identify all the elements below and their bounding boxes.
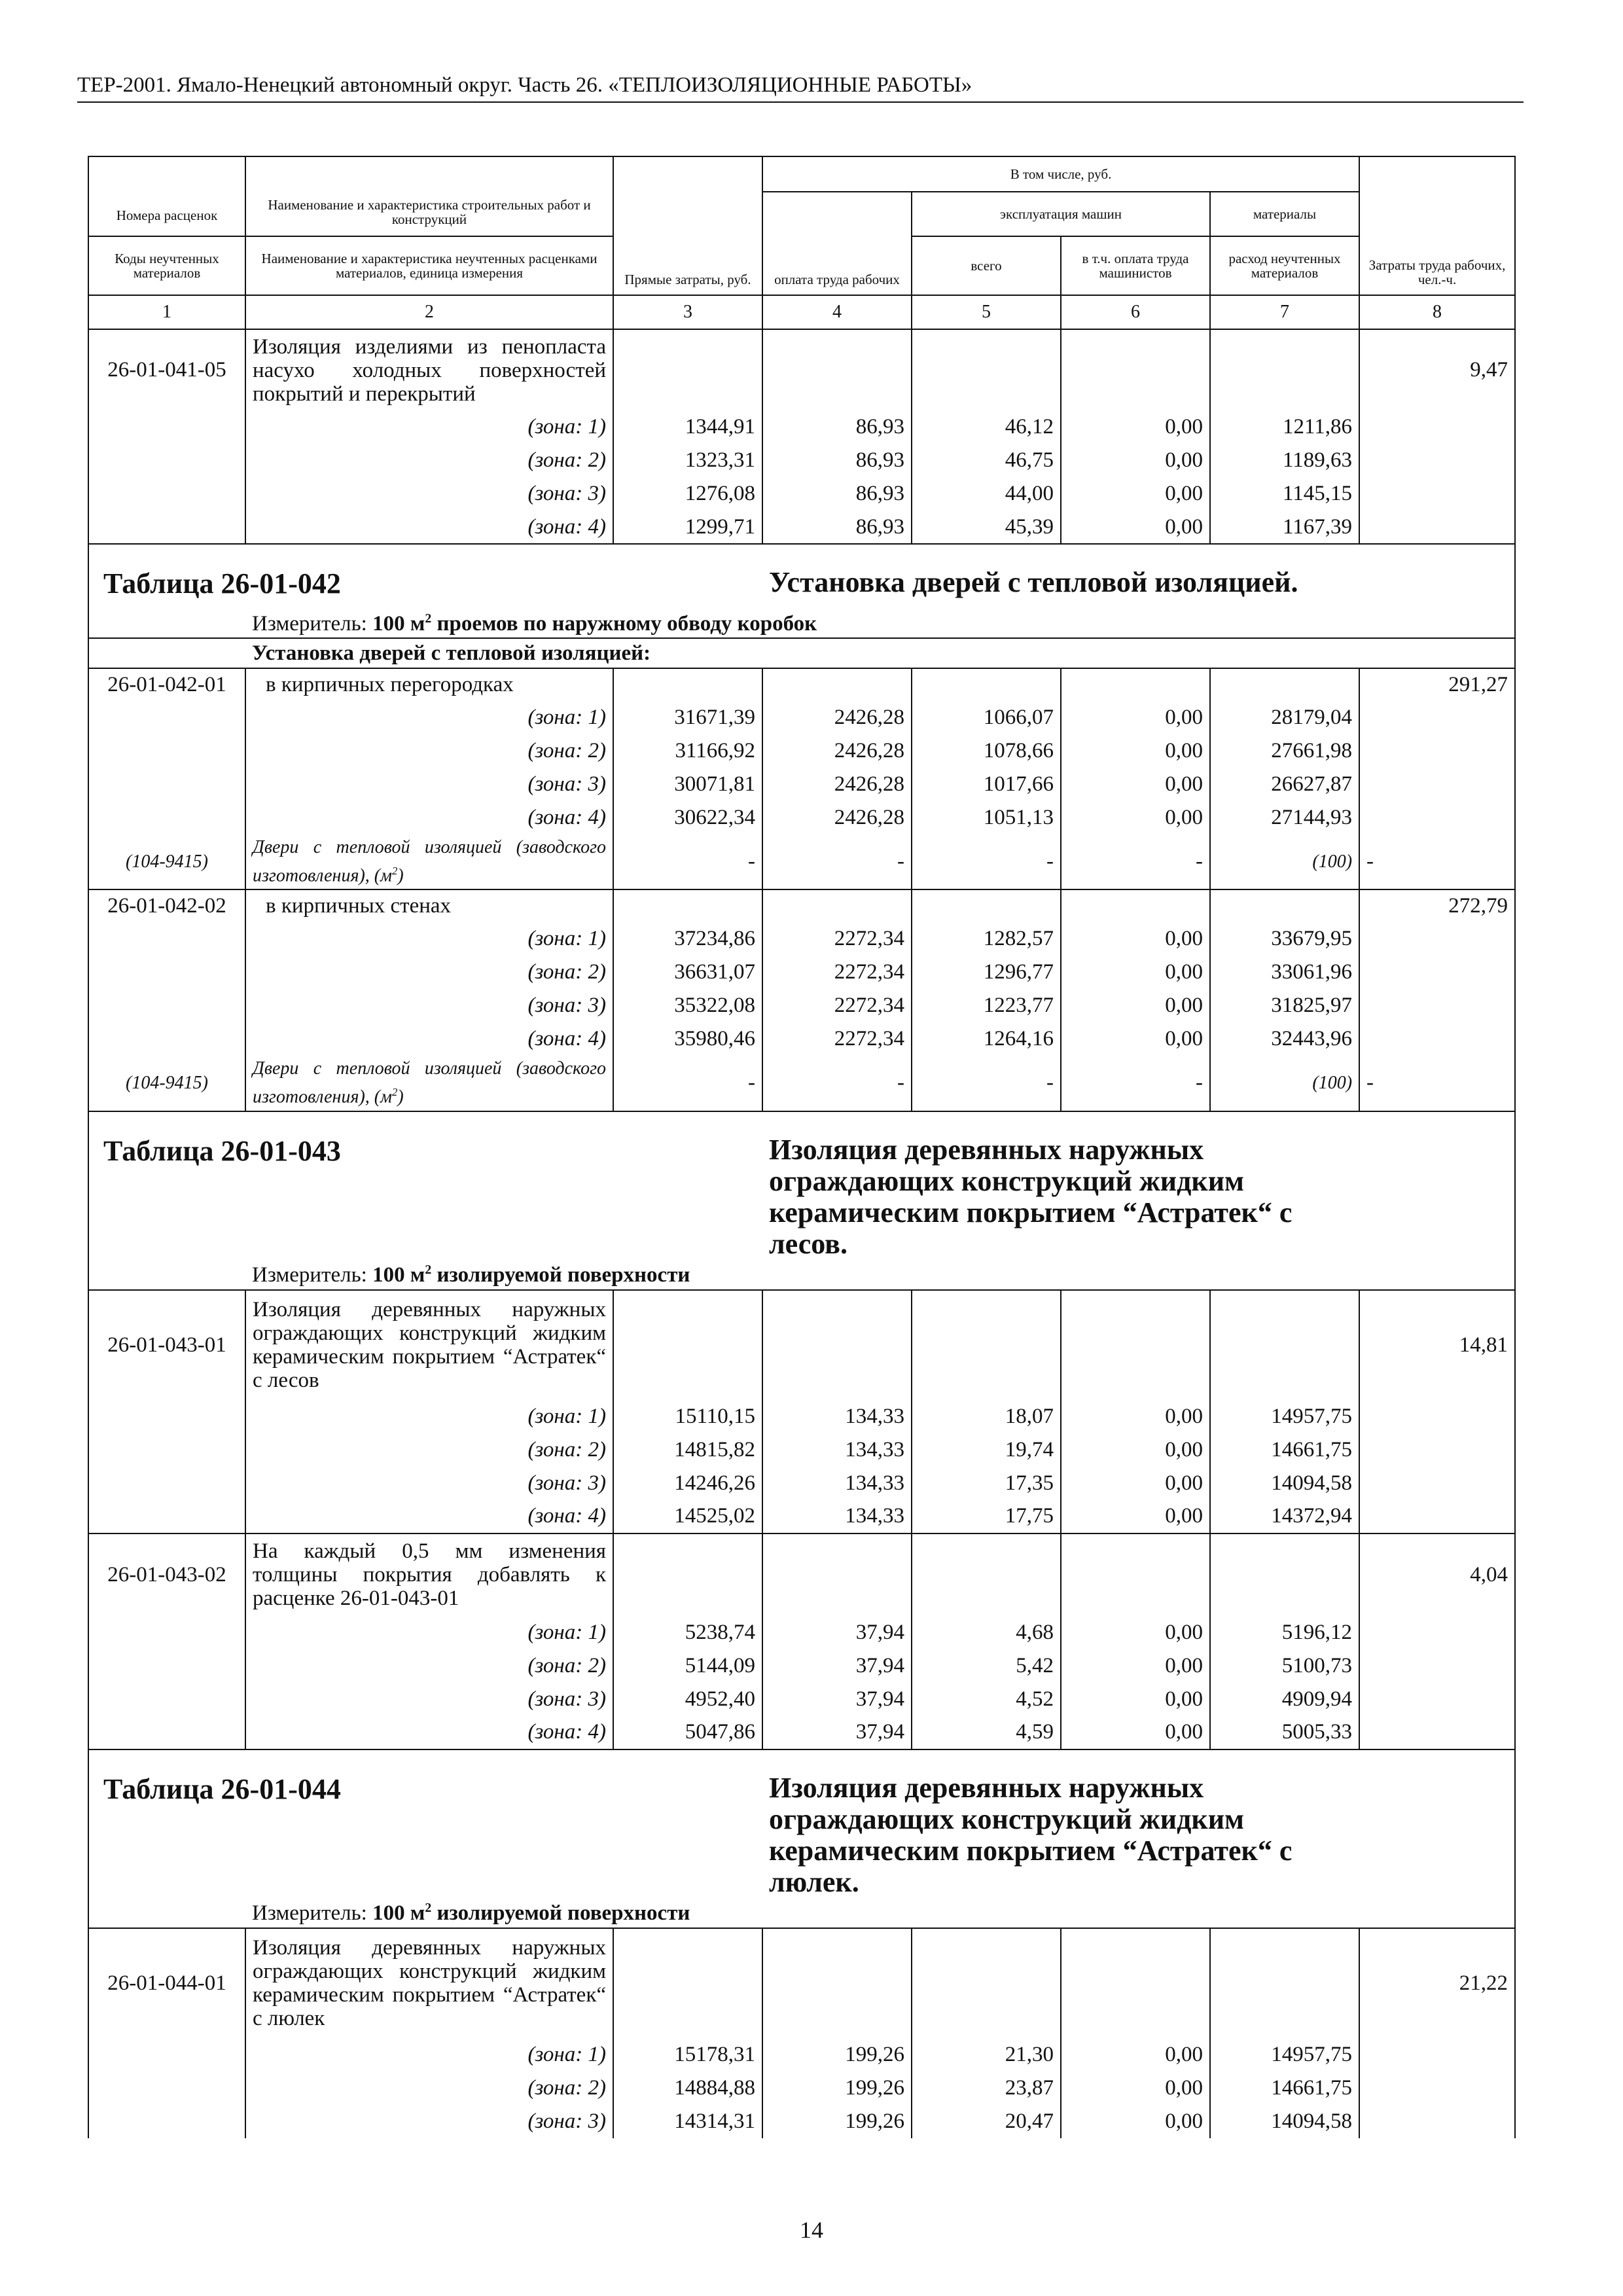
col-naim2: Наименование и характеристика неучтенных расценками материалов, единица измерения [245, 236, 613, 295]
page-header: ТЕР-2001. Ямало-Ненецкий автономный округ. Часть 26. «ТЕПЛОИЗОЛЯЦИОННЫЕ РАБОТЫ» [77, 73, 1524, 103]
cell: 37,94 [762, 1649, 912, 1683]
page-number: 14 [800, 2217, 823, 2243]
col-number: 8 [1359, 295, 1515, 329]
cell: 26627,87 [1210, 768, 1359, 801]
measure-prefix: Измеритель: [252, 1901, 367, 1926]
cell: 14094,58 [1210, 1467, 1359, 1500]
cell: 5100,73 [1210, 1649, 1359, 1683]
cell: 5005,33 [1210, 1716, 1359, 1749]
measure-prefix: Измеритель: [252, 611, 367, 636]
cell: 0,00 [1061, 477, 1210, 511]
rate-code: 26-01-042-02 [88, 889, 245, 922]
cell: 86,93 [762, 511, 912, 544]
zone-label: (зона: 1) [245, 410, 613, 444]
cell: 14094,58 [1210, 2105, 1359, 2138]
col-ekspl: эксплуатация машин [912, 192, 1210, 236]
cell: 1276,08 [613, 477, 762, 511]
cell: 35980,46 [613, 1022, 762, 1056]
rate-name: Изоляция деревянных наружных ограждающих конструкций жидким керамическим покрытием “Астратек“ с люлек [245, 1928, 613, 2038]
rate-name: На каждый 0,5 мм изменения толщины покрытия добавлять к расценке 26-01-043-01 [245, 1534, 613, 1616]
zone-label: (зона: 1) [245, 1400, 613, 1433]
cell: 1167,39 [1210, 511, 1359, 544]
zone-label: (зона: 1) [245, 922, 613, 956]
col-vtch: в т.ч. оплата труда машинистов [1061, 236, 1210, 295]
dash: - [912, 1056, 1061, 1111]
measure-text: проемов по наружному обводу коробок [437, 611, 817, 636]
cell: 0,00 [1061, 801, 1210, 834]
measure-text: изолируемой поверхности [437, 1263, 690, 1287]
measure-unit-sup: 2 [425, 1901, 432, 1916]
cell: 86,93 [762, 444, 912, 477]
zone-label: (зона: 2) [245, 1649, 613, 1683]
material-unit-sup: 2 [391, 1086, 398, 1099]
cell: 14661,75 [1210, 1433, 1359, 1467]
cell: 31671,39 [613, 701, 762, 734]
zone-label: (зона: 2) [245, 956, 613, 989]
cell: 2426,28 [762, 734, 912, 768]
col-number: 4 [762, 295, 912, 329]
cell: 35322,08 [613, 989, 762, 1022]
cell: 1145,15 [1210, 477, 1359, 511]
zone-label: (зона: 4) [245, 1500, 613, 1534]
material-name: Двери с тепловой изоляцией (заводского изготовления), (м [253, 837, 606, 886]
cell: 0,00 [1061, 922, 1210, 956]
col-zatraty: Затраты труда рабочих, чел.-ч. [1359, 156, 1515, 295]
dash: - [1061, 834, 1210, 889]
cell: 5047,86 [613, 1716, 762, 1749]
cell: 1282,57 [912, 922, 1061, 956]
cell: 4,52 [912, 1683, 1061, 1716]
col-number: 6 [1061, 295, 1210, 329]
zone-label: (зона: 3) [245, 768, 613, 801]
cell: 0,00 [1061, 410, 1210, 444]
cell: 134,33 [762, 1500, 912, 1534]
col-rashod: расход неучтенных материалов [1210, 236, 1359, 295]
labor-cost: 272,79 [1359, 889, 1515, 922]
cell: 1299,71 [613, 511, 762, 544]
zone-label: (зона: 3) [245, 989, 613, 1022]
cell: 0,00 [1061, 1500, 1210, 1534]
col-number: 5 [912, 295, 1061, 329]
dash: - [613, 834, 762, 889]
cell: 86,93 [762, 410, 912, 444]
labor-cost: 21,22 [1359, 1928, 1515, 2038]
cell: 0,00 [1061, 1022, 1210, 1056]
cell: 0,00 [1061, 511, 1210, 544]
cell: 46,75 [912, 444, 1061, 477]
cell: 20,47 [912, 2105, 1061, 2138]
col-pryamye: Прямые затраты, руб. [613, 156, 762, 295]
material-code: (104-9415) [88, 1056, 245, 1111]
cell: 1066,07 [912, 701, 1061, 734]
cell: 1323,31 [613, 444, 762, 477]
cell: 0,00 [1061, 956, 1210, 989]
dash: - [762, 834, 912, 889]
cell: 4952,40 [613, 1683, 762, 1716]
rate-code: 26-01-042-01 [88, 668, 245, 701]
material-unit-close: ) [397, 865, 404, 886]
zone-label: (зона: 1) [245, 701, 613, 734]
cell: 37,94 [762, 1716, 912, 1749]
cell: 134,33 [762, 1467, 912, 1500]
measure-unit-sup: 2 [425, 1263, 432, 1278]
cell: 33061,96 [1210, 956, 1359, 989]
cell: 37,94 [762, 1616, 912, 1649]
cell: 0,00 [1061, 2072, 1210, 2105]
cell: 1223,77 [912, 989, 1061, 1022]
cell: 15110,15 [613, 1400, 762, 1433]
cell: 5196,12 [1210, 1616, 1359, 1649]
rate-name: в кирпичных стенах [245, 889, 613, 922]
cell: 0,00 [1061, 1716, 1210, 1749]
material-unit-close: ) [397, 1086, 404, 1107]
cell: 14957,75 [1210, 1400, 1359, 1433]
cell: 1017,66 [912, 768, 1061, 801]
cell: 2272,34 [762, 989, 912, 1022]
col-number: 1 [88, 295, 245, 329]
cell: 2426,28 [762, 701, 912, 734]
cell: 0,00 [1061, 701, 1210, 734]
zone-label: (зона: 4) [245, 1022, 613, 1056]
cell: 37,94 [762, 1683, 912, 1716]
cell: 1051,13 [912, 801, 1061, 834]
material-name: Двери с тепловой изоляцией (заводского изготовления), (м [253, 1058, 606, 1107]
rate-code: 26-01-043-02 [88, 1534, 245, 1616]
col-materialy: материалы [1210, 192, 1359, 236]
cell: 37234,86 [613, 922, 762, 956]
measure-unit: 100 м [372, 1901, 425, 1926]
measure-unit: 100 м [372, 611, 425, 636]
material-qty: (100) [1210, 834, 1359, 889]
cell: 0,00 [1061, 2105, 1210, 2138]
cell: 0,00 [1061, 444, 1210, 477]
cell: 134,33 [762, 1400, 912, 1433]
table-description: Изоляция деревянных наружных ограждающих конструкций жидким керамическим покрытием “Астратек“ с лесов. [762, 1111, 1359, 1261]
material-unit-sup: 2 [391, 865, 398, 877]
zone-label: (зона: 1) [245, 2038, 613, 2072]
rate-code: 26-01-041-05 [88, 329, 245, 410]
col-number: 3 [613, 295, 762, 329]
cell: 0,00 [1061, 1683, 1210, 1716]
cell: 2272,34 [762, 956, 912, 989]
cell: 17,75 [912, 1500, 1061, 1534]
cell: 0,00 [1061, 734, 1210, 768]
col-vsego: всего [912, 236, 1061, 295]
cell: 134,33 [762, 1433, 912, 1467]
dash: - [1061, 1056, 1210, 1111]
cell: 14661,75 [1210, 2072, 1359, 2105]
zone-label: (зона: 4) [245, 801, 613, 834]
cell: 0,00 [1061, 1649, 1210, 1683]
zone-label: (зона: 1) [245, 1616, 613, 1649]
cell: 18,07 [912, 1400, 1061, 1433]
col-number: 2 [245, 295, 613, 329]
labor-cost: 9,47 [1359, 329, 1515, 410]
cell: 2272,34 [762, 922, 912, 956]
cell: 14884,88 [613, 2072, 762, 2105]
measure-prefix: Измеритель: [252, 1263, 367, 1287]
col-v-tom-chisle: В том числе, руб. [762, 156, 1359, 192]
cell: 0,00 [1061, 989, 1210, 1022]
dash: - [1359, 1056, 1515, 1111]
rate-code: 26-01-043-01 [88, 1290, 245, 1400]
cell: 86,93 [762, 477, 912, 511]
rate-name: Изоляция деревянных наружных ограждающих конструкций жидким керамическим покрытием “Астратек“ с лесов [245, 1290, 613, 1400]
cell: 19,74 [912, 1433, 1061, 1467]
zone-label: (зона: 2) [245, 2072, 613, 2105]
cell: 36631,07 [613, 956, 762, 989]
cell: 30071,81 [613, 768, 762, 801]
zone-label: (зона: 2) [245, 734, 613, 768]
cell: 0,00 [1061, 768, 1210, 801]
cell: 4,59 [912, 1716, 1061, 1749]
cell: 5,42 [912, 1649, 1061, 1683]
rate-name: в кирпичных перегородках [245, 668, 613, 701]
zone-label: (зона: 2) [245, 1433, 613, 1467]
zone-label: (зона: 2) [245, 444, 613, 477]
cell: 199,26 [762, 2072, 912, 2105]
cell: 23,87 [912, 2072, 1061, 2105]
cell: 0,00 [1061, 1433, 1210, 1467]
cell: 1344,91 [613, 410, 762, 444]
table-description: Изоляция деревянных наружных ограждающих конструкций жидким керамическим покрытием “Астратек“ с люлек. [762, 1749, 1359, 1899]
cell: 14314,31 [613, 2105, 762, 2138]
cell: 2426,28 [762, 768, 912, 801]
cell: 14957,75 [1210, 2038, 1359, 2072]
col-oplata: оплата труда рабочих [762, 192, 912, 295]
zone-label: (зона: 3) [245, 1467, 613, 1500]
cell: 31166,92 [613, 734, 762, 768]
cell: 2272,34 [762, 1022, 912, 1056]
col-nomera: Номера расценок [88, 156, 245, 236]
cell: 0,00 [1061, 1400, 1210, 1433]
cell: 199,26 [762, 2105, 912, 2138]
rate-code: 26-01-044-01 [88, 1928, 245, 2038]
labor-cost: 4,04 [1359, 1534, 1515, 1616]
cell: 5238,74 [613, 1616, 762, 1649]
zone-label: (зона: 3) [245, 1683, 613, 1716]
cell: 21,30 [912, 2038, 1061, 2072]
dash: - [1359, 834, 1515, 889]
col-kody: Коды неучтенных материалов [88, 236, 245, 295]
zone-label: (зона: 4) [245, 511, 613, 544]
cell: 27144,93 [1210, 801, 1359, 834]
cell: 1264,16 [912, 1022, 1061, 1056]
measure-text: изолируемой поверхности [437, 1901, 690, 1926]
rates-table [88, 156, 1516, 2138]
cell: 32443,96 [1210, 1022, 1359, 1056]
cell: 0,00 [1061, 2038, 1210, 2072]
cell: 1296,77 [912, 956, 1061, 989]
material-code: (104-9415) [88, 834, 245, 889]
cell: 27661,98 [1210, 734, 1359, 768]
cell: 0,00 [1061, 1616, 1210, 1649]
cell: 45,39 [912, 511, 1061, 544]
cell: 199,26 [762, 2038, 912, 2072]
group-heading: Установка дверей с тепловой изоляцией: [245, 638, 1359, 668]
rate-name: Изоляция изделиями из пенопласта насухо холодных поверхностей покрытий и перекрытий [245, 329, 613, 410]
zone-label: (зона: 3) [245, 477, 613, 511]
material-qty: (100) [1210, 1056, 1359, 1111]
table-title: Таблица 26-01-043 [88, 1111, 762, 1261]
cell: 46,12 [912, 410, 1061, 444]
cell: 15178,31 [613, 2038, 762, 2072]
cell: 1189,63 [1210, 444, 1359, 477]
measure-unit: 100 м [372, 1263, 425, 1287]
cell: 44,00 [912, 477, 1061, 511]
cell: 1078,66 [912, 734, 1061, 768]
cell: 28179,04 [1210, 701, 1359, 734]
cell: 31825,97 [1210, 989, 1359, 1022]
cell: 2426,28 [762, 801, 912, 834]
dash: - [613, 1056, 762, 1111]
cell: 33679,95 [1210, 922, 1359, 956]
labor-cost: 291,27 [1359, 668, 1515, 701]
dash: - [912, 834, 1061, 889]
cell: 30622,34 [613, 801, 762, 834]
cell: 14525,02 [613, 1500, 762, 1534]
zone-label: (зона: 3) [245, 2105, 613, 2138]
col-naim1: Наименование и характеристика строительных работ и конструкций [245, 156, 613, 236]
cell: 4909,94 [1210, 1683, 1359, 1716]
table-description: Установка дверей с тепловой изоляцией. [762, 544, 1359, 609]
table-title: Таблица 26-01-042 [88, 544, 762, 609]
cell: 0,00 [1061, 1467, 1210, 1500]
cell: 4,68 [912, 1616, 1061, 1649]
col-number: 7 [1210, 295, 1359, 329]
labor-cost: 14,81 [1359, 1290, 1515, 1400]
zone-label: (зона: 4) [245, 1716, 613, 1749]
table-title: Таблица 26-01-044 [88, 1749, 762, 1899]
cell: 17,35 [912, 1467, 1061, 1500]
cell: 1211,86 [1210, 410, 1359, 444]
cell: 14815,82 [613, 1433, 762, 1467]
cell: 5144,09 [613, 1649, 762, 1683]
cell: 14372,94 [1210, 1500, 1359, 1534]
dash: - [762, 1056, 912, 1111]
cell: 14246,26 [613, 1467, 762, 1500]
measure-unit-sup: 2 [425, 611, 432, 626]
